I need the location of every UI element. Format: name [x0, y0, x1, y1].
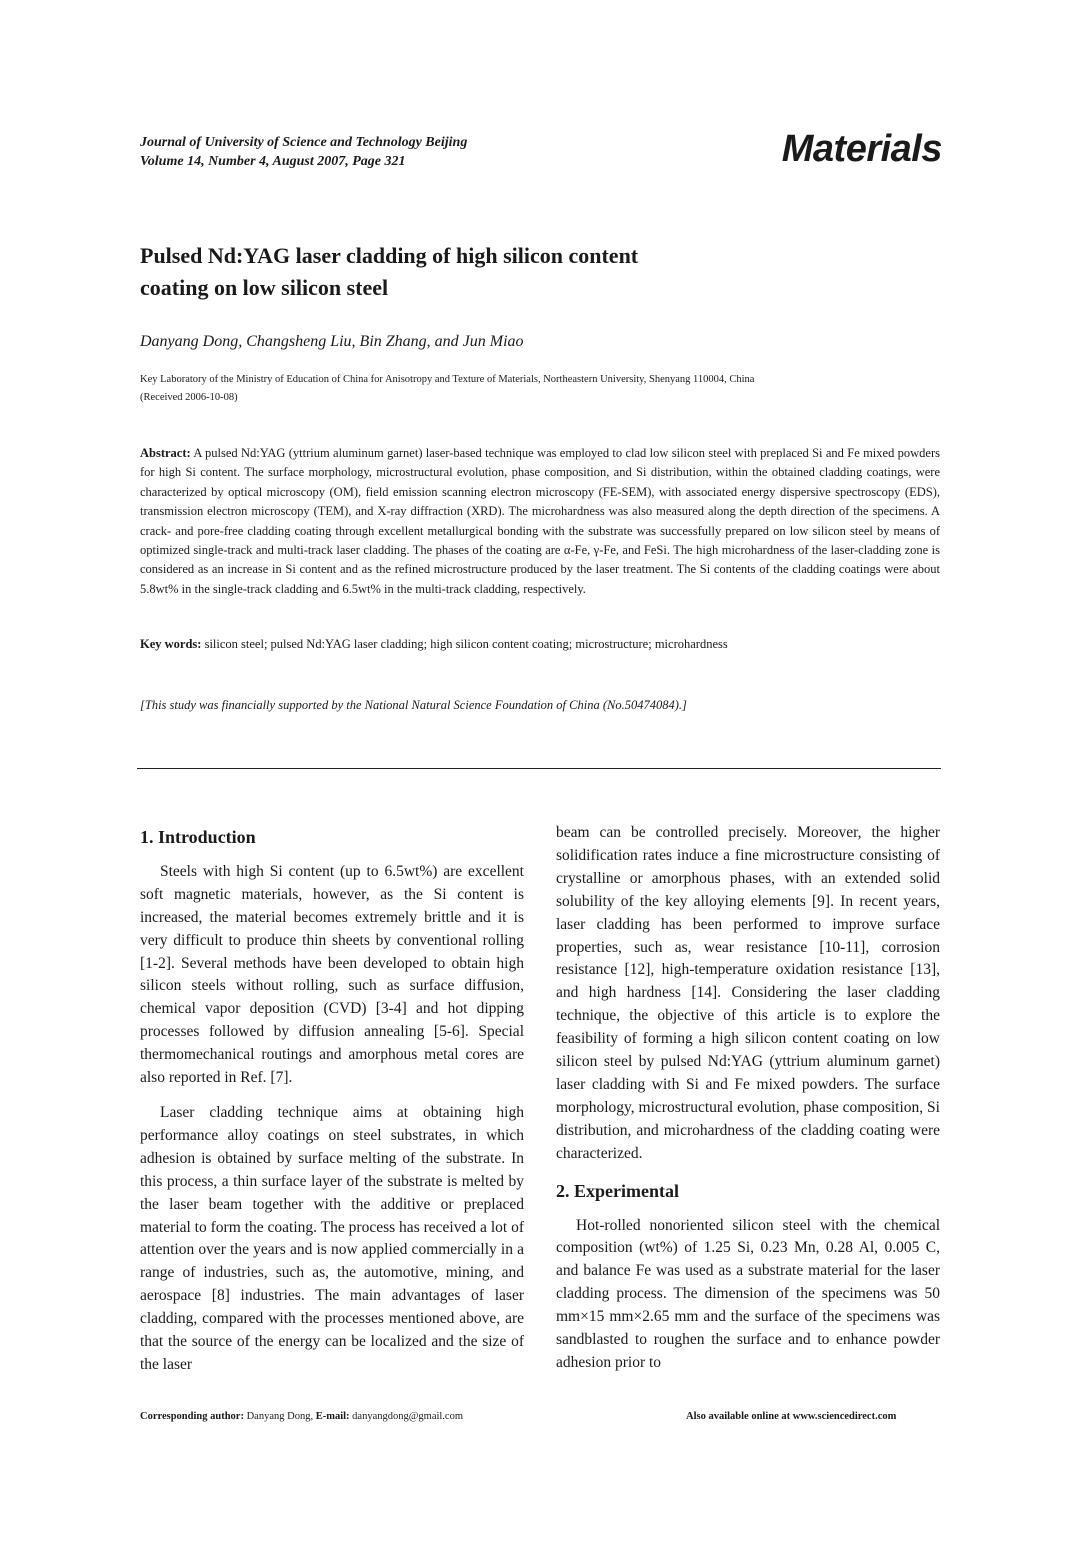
online-availability: Also available online at www.sciencedirect.com [686, 1411, 897, 1422]
affiliation: Key Laboratory of the Ministry of Education of China for Anisotropy and Texture of Materials, Northeastern University, Shenyang 110004, China [140, 374, 755, 385]
keywords [140, 637, 940, 652]
authors: Danyang Dong, Changsheng Liu, Bin Zhang, and Jun Miao [140, 333, 524, 350]
paragraph: Steels with high Si content (up to 6.5wt%) are excellent soft magnetic materials, however, as the Si content is increased, the material becomes extremely brittle and it is very difficult to produce thin sheets by conventional rolling [1-2]. Several methods have been developed to obtain high silicon steels without rolling, such as surface diffusion, chemical vapor deposition (CVD) [3-4] and hot dipping processes followed by diffusion annealing [5-6]. Special thermomechanical routings and amorphous metal cores are also reported in Ref. [7]. [140, 862, 524, 1087]
paper-title: Pulsed Nd:YAG laser cladding of high silicon content coating on low silicon steel [140, 243, 639, 300]
paragraph: Hot-rolled nonoriented silicon steel with the chemical composition (wt%) of 1.25 Si, 0.23 Mn, 0.28 Al, 0.005 C, and balance Fe was used as a substrate material for the laser cladding process. The dimension of the specimens was 50 mm×15 mm×2.65 mm and the surface of the specimens was sandblasted to roughen the surface and to enhance powder adhesion prior to [556, 1216, 940, 1371]
funding-note: [This study was financially supported by the National Natural Science Foundation of China (No.50474084).] [140, 698, 687, 712]
section-heading-introduction: 1. Introduction [140, 827, 256, 847]
section-divider [137, 768, 941, 769]
abstract [140, 444, 940, 599]
received-date: (Received 2006-10-08) [140, 392, 238, 403]
journal-name: Journal of University of Science and Technology Beijing [140, 135, 468, 150]
paragraph: beam can be controlled precisely. Moreover, the higher solidification rates induce a fine microstructure consisting of crystalline or amorphous phases, with an extended solid solubility of the key alloying elements [9]. In recent years, laser cladding has been performed to improve surface properties, such as, wear resistance [10-11], corrosion resistance [12], high-temperature oxidation resistance [13], and high hardness [14]. Considering the laser cladding technique, the objective of this article is to explore the feasibility of forming a high silicon content coating on low silicon steel by pulsed Nd:YAG (yttrium aluminum garnet) laser cladding with Si and Fe mixed powders. The surface morphology, microstructural evolution, phase composition, Si distribution, and microhardness of the cladding coating were characterized. [556, 824, 940, 1162]
left-column [140, 826, 524, 1377]
section-tag: Materials [781, 128, 942, 170]
keywords-label: Key words: [140, 637, 202, 651]
right-column [556, 822, 940, 1375]
email-link[interactable]: danyangdong@gmail.com [352, 1411, 464, 1422]
affiliation-block [140, 371, 754, 407]
paragraph: Laser cladding technique aims at obtaining high performance alloy coatings on steel substrates, in which adhesion is obtained by surface melting of the substrate. In this process, a thin surface layer of the substrate is melted by the laser beam together with the additive or preplaced material to form the coating. The process has received a lot of attention over the years and is now applied commercially in a range of industries, such as, the automotive, mining, and aerospace [8] industries. The main advantages of laser cladding, compared with the processes mentioned above, are that the source of the energy can be localized and the size of the laser [140, 1103, 524, 1373]
abstract-text: A pulsed Nd:YAG (yttrium aluminum garnet) laser-based technique was employed to clad low silicon steel with preplaced Si and Fe mixed powders for high Si content. The surface morphology, microstructural evolution, phase composition, and Si distribution, within the obtained cladding coatings, were characterized by optical microscopy (OM), field emission scanning electron microscopy (FE-SEM), with associated energy dispersive spectroscopy (EDS), transmission electron microscopy (TEM), and X-ray diffraction (XRD). The microhardness was also measured along the depth direction of the specimens. A crack- and pore-free cladding coating through excellent metallurgical bonding with the substrate was successfully prepared on low silicon steel by means of optimized single-track and multi-track laser cladding. The phases of the coating are α-Fe, γ-Fe, and FeSi. The high microhardness of the laser-cladding zone is considered as an increase in Si content and as the refined microstructure produced by the laser treatment. The Si contents of the cladding coatings were about 5.8wt% in the single-track cladding and 6.5wt% in the multi-track cladding, respectively. [140, 446, 940, 596]
journal-volume: Volume 14, Number 4, August 2007, Page 321 [140, 154, 406, 169]
keywords-text: silicon steel; pulsed Nd:YAG laser cladding; high silicon content coating; microstructure; microhardness [204, 637, 728, 651]
section-heading-experimental: 2. Experimental [556, 1180, 679, 1201]
corresponding-author: Corresponding author: Danyang Dong, E-mail: danyangdong@gmail.com [140, 1411, 464, 1422]
journal-header [140, 133, 467, 171]
abstract-label: Abstract: [140, 446, 191, 460]
